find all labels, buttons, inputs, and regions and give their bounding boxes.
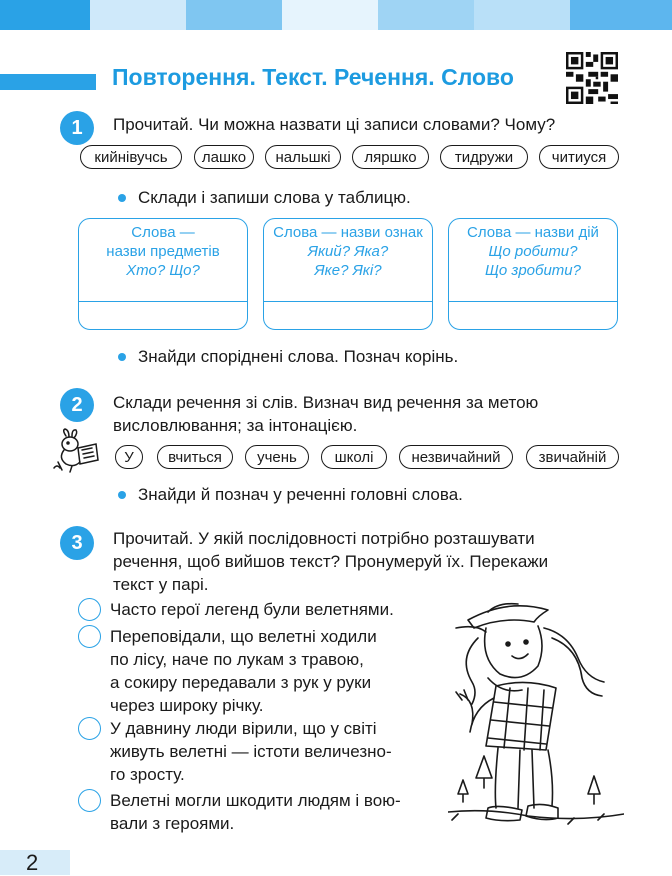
column-question: Хто? Що? (126, 262, 200, 279)
sentence-3-line: У давнину люди вірили, що у світі (110, 719, 377, 738)
table-writing-line (264, 301, 432, 302)
sentence-4-line: Велетні могли шкодити людям і вою- (110, 791, 401, 810)
page-number: 2 (26, 850, 39, 875)
order-number-circle[interactable] (78, 789, 101, 812)
word-chip: звичайній (526, 445, 619, 469)
word-chip: лашко (194, 145, 254, 169)
top-color-band (0, 0, 672, 30)
task-3-instruction-line-3: текст у парі. (113, 575, 209, 594)
bullet-dot (118, 353, 126, 361)
word-chip: У (115, 445, 143, 469)
giant-illustration (448, 598, 624, 834)
word-chip: кийнівучсь (80, 145, 182, 169)
task-2-instruction-line-1: Склади речення зі слів. Визнач вид речення за метою (113, 393, 539, 412)
sentence-2-line: Переповідали, що велетні ходили (110, 627, 377, 646)
task-1-number: 1 (60, 111, 94, 145)
bullet-dot (118, 194, 126, 202)
word-chip: учень (245, 445, 309, 469)
table-column-adjectives (263, 218, 433, 330)
qr-code-icon[interactable] (566, 52, 618, 104)
sentence-2-line: а сокиру передавали з рук у руки (110, 673, 372, 692)
page-number-tab (0, 850, 70, 875)
column-question: Що зробити? (485, 262, 581, 279)
task-1-instruction: Прочитай. Чи можна назвати ці записи словами? Чому? (113, 115, 556, 134)
sentence-4-line: вали з героями. (110, 814, 235, 833)
column-heading: назви предметів (106, 243, 220, 260)
order-number-circle[interactable] (78, 598, 101, 621)
page-title: Повторення. Текст. Речення. Слово (112, 64, 514, 90)
sentence-2-line: через широку річку. (110, 696, 264, 715)
word-chip: вчиться (157, 445, 233, 469)
column-question: Яке? Які? (314, 262, 382, 279)
task-3-number: 3 (60, 526, 94, 560)
task-2-number: 2 (60, 388, 94, 422)
word-chip: нальшкі (265, 145, 341, 169)
word-chip: школі (321, 445, 387, 469)
sentence-2-line: по лісу, наче по лукам з травою, (110, 650, 364, 669)
table-column-nouns (78, 218, 248, 330)
task-3-instruction-line-2: речення, щоб вийшов текст? Пронумеруй їх. Перекажи (113, 552, 549, 571)
column-heading: Слова — назви ознак (273, 224, 423, 241)
order-number-circle[interactable] (78, 717, 101, 740)
table-writing-line (449, 301, 617, 302)
sentence-3-line: живуть велетні — істоти величезно- (110, 742, 392, 761)
task-1-bullet-1: Склади і запиши слова у таблицю. (138, 188, 411, 207)
column-question: Що робити? (488, 243, 578, 260)
task-1-bullet-2: Знайди споріднені слова. Познач корінь. (138, 347, 459, 366)
rabbit-writing-icon (52, 428, 102, 474)
order-number-circle[interactable] (78, 625, 101, 648)
task-2-bullet: Знайди й познач у реченні головні слова. (138, 485, 463, 504)
bullet-dot (118, 491, 126, 499)
table-writing-line (79, 301, 247, 302)
word-chip: читиуся (539, 145, 619, 169)
table-column-verbs (448, 218, 618, 330)
task-2-instruction-line-2: висловлювання; за інтонацією. (113, 416, 358, 435)
column-heading: Слова — назви дій (467, 224, 599, 241)
column-question: Який? Яка? (307, 243, 389, 260)
column-heading: Слова — (131, 224, 195, 241)
sentence-1-line: Часто герої легенд були велетнями. (110, 600, 394, 619)
sentence-3-line: го зросту. (110, 765, 185, 784)
title-accent-bar (0, 74, 96, 90)
word-chip: незвичайний (399, 445, 513, 469)
word-chip: ляршко (352, 145, 429, 169)
task-3-instruction-line-1: Прочитай. У якій послідовності потрібно розташувати (113, 529, 535, 548)
word-chip: тидружи (440, 145, 528, 169)
